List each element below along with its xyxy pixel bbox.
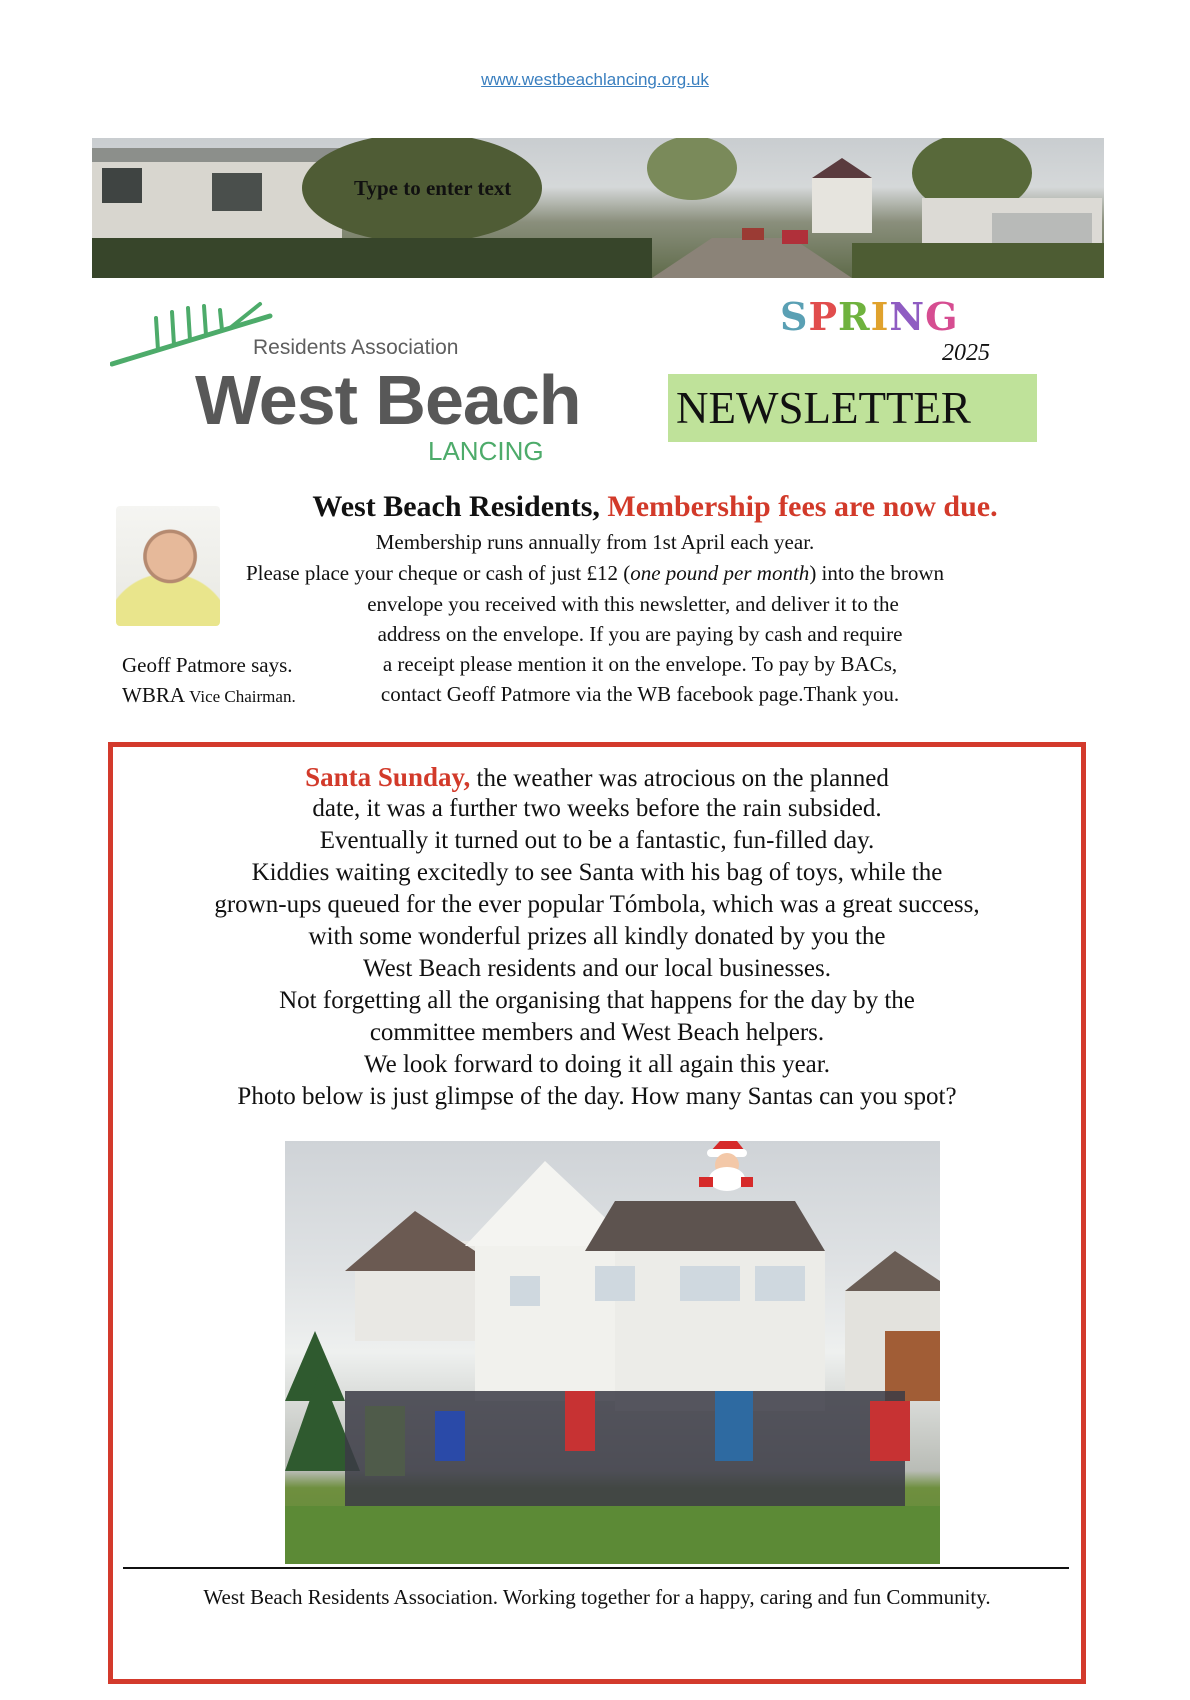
season-title: SPRING: [780, 294, 959, 339]
santa-line: West Beach residents and our local businesses.: [362, 955, 831, 982]
signature-role: Vice Chairman.: [189, 687, 296, 706]
banner-placeholder-text[interactable]: Type to enter text: [354, 176, 512, 200]
santa-sunday-photo: [285, 1141, 940, 1564]
membership-line-1: Membership runs annually from 1st April each year.: [375, 530, 815, 554]
membership-line-6: contact Geoff Patmore via the WB facebook page.Thank you.: [380, 682, 900, 706]
membership-heading: West Beach Residents, Membership fees are now due.: [312, 490, 998, 523]
santa-line: Kiddies waiting excitedly to see Santa with his bag of toys, while the: [251, 859, 943, 886]
signature-name: Geoff Patmore says.: [122, 653, 293, 677]
santa-line: committee members and West Beach helpers.: [369, 1019, 825, 1046]
santa-line-1: Santa Sunday, the weather was atrocious on the planned: [305, 762, 889, 792]
logo-name: West Beach: [195, 361, 581, 439]
santa-sunday-title: Santa Sunday,: [305, 762, 471, 792]
membership-line-5: a receipt please mention it on the envelope. To pay by BACs,: [382, 652, 898, 676]
santa-line: Photo below is just glimpse of the day. How many Santas can you spot?: [237, 1083, 957, 1110]
issue-year: 2025: [942, 340, 990, 366]
membership-line-2: Please place your cheque or cash of just £12 (one pound per month) into the brown: [245, 561, 945, 585]
santa-line: Eventually it turned out to be a fantastic, fun-filled day.: [319, 827, 875, 854]
logo-tagline: Residents Association: [253, 336, 459, 359]
signature-block: [122, 650, 296, 712]
santa-line: date, it was a further two weeks before the rain subsided.: [312, 795, 882, 822]
santa-sunday-box: [108, 742, 1086, 1684]
santa-line: with some wonderful prizes all kindly donated by you the: [308, 923, 886, 950]
footer-text: West Beach Residents Association. Working together for a happy, caring and fun Community.: [203, 1585, 991, 1609]
santa-icon: [699, 1141, 753, 1191]
west-beach-logo: [110, 298, 600, 468]
newsletter-title: NEWSLETTER: [668, 374, 1037, 442]
santa-line: We look forward to doing it all again this year.: [364, 1051, 830, 1078]
membership-line-4: address on the envelope. If you are paying by cash and require: [377, 622, 903, 646]
santa-line: Not forgetting all the organising that happens for the day by the: [279, 987, 915, 1014]
santa-line: grown-ups queued for the ever popular Tómbola, which was a great success,: [214, 891, 980, 918]
street-banner-image: [92, 138, 1104, 278]
membership-line-3: envelope you received with this newsletter, and deliver it to the: [367, 592, 899, 616]
website-link[interactable]: www.westbeachlancing.org.uk: [481, 70, 709, 89]
signature-org: WBRA: [122, 683, 184, 707]
logo-location: LANCING: [428, 436, 544, 466]
footer-rule: [123, 1567, 1069, 1569]
